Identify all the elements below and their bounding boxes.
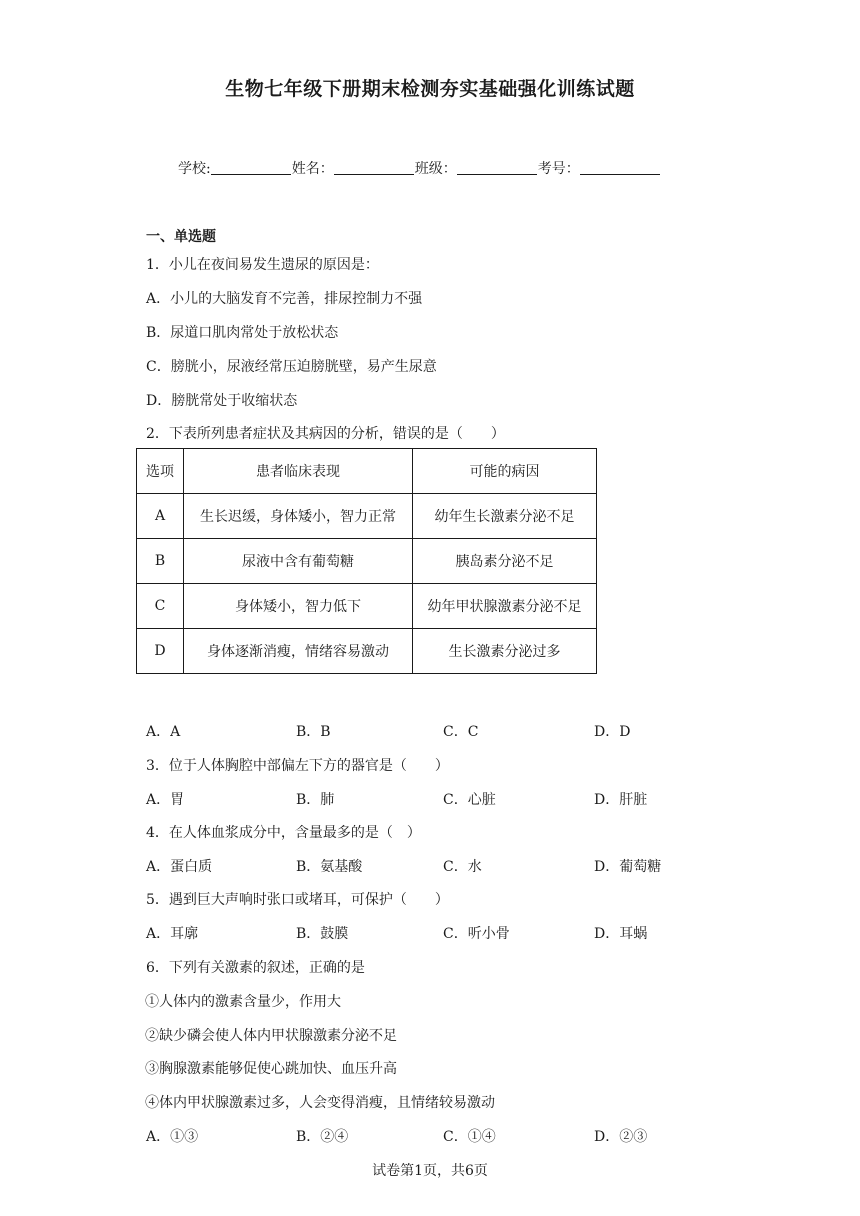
q4-options: [146, 856, 746, 876]
q4-option-a: A．蛋白质: [146, 859, 213, 875]
table-cell: 生长激素分泌过多: [413, 629, 597, 674]
table-header-cell: 选项: [137, 449, 184, 494]
q3-option-b: B．肺: [296, 792, 335, 808]
q1-option-a: A．小儿的大脑发育不完善，排尿控制力不强: [146, 291, 423, 307]
table-row: [137, 494, 597, 539]
q5-option-d: D．耳蜗: [594, 926, 648, 942]
table-row: [137, 584, 597, 629]
q2-option-c: C．C: [443, 724, 479, 740]
q2-option-a: A．A: [146, 724, 181, 740]
page-footer: 试卷第1页，共6页: [372, 1163, 488, 1179]
q6-options: [146, 1126, 746, 1146]
table-cell: 胰岛素分泌不足: [413, 539, 597, 584]
q4-option-d: D．葡萄糖: [594, 859, 662, 875]
q3-option-a: A．胃: [146, 792, 185, 808]
student-info-line: [178, 158, 661, 178]
q5-options: [146, 923, 746, 943]
exam-number-blank: [580, 160, 660, 175]
q6-option-d: D．②③: [594, 1129, 648, 1145]
name-label: 姓名：: [291, 161, 334, 177]
q5-option-b: B．鼓膜: [296, 926, 349, 942]
table-header-cell: 患者临床表现: [184, 449, 413, 494]
q4-option-c: C．水: [443, 859, 482, 875]
q6-statement-3: ③胸腺激素能够促使心跳加快、血压升高: [145, 1061, 397, 1077]
q6-statement-2: ②缺少磷会使人体内甲状腺激素分泌不足: [145, 1028, 397, 1044]
q1-option-b: B．尿道口肌肉常处于放松状态: [146, 325, 339, 341]
q5-option-a: A．耳廓: [146, 926, 199, 942]
q3-stem: 3．位于人体胸腔中部偏左下方的器官是（ ）: [146, 758, 449, 774]
table-cell: D: [137, 629, 184, 674]
table-cell: 幼年甲状腺激素分泌不足: [413, 584, 597, 629]
q5-option-c: C．听小骨: [443, 926, 510, 942]
q4-option-b: B．氨基酸: [296, 859, 363, 875]
table-cell: 身体矮小，智力低下: [184, 584, 413, 629]
table-header-row: [137, 449, 597, 494]
table-cell: 尿液中含有葡萄糖: [184, 539, 413, 584]
table-cell: 生长迟缓，身体矮小，智力正常: [184, 494, 413, 539]
q6-option-a: A．①③: [146, 1129, 199, 1145]
q6-option-c: C．①④: [443, 1129, 496, 1145]
class-blank: [457, 160, 537, 175]
q2-table: [136, 448, 597, 674]
q6-option-b: B．②④: [296, 1129, 349, 1145]
table-header-cell: 可能的病因: [413, 449, 597, 494]
table-row: [137, 539, 597, 584]
q3-options: [146, 789, 746, 809]
q2-option-b: B．B: [296, 724, 331, 740]
table-cell: 身体逐渐消瘦，情绪容易激动: [184, 629, 413, 674]
name-blank: [334, 160, 414, 175]
table-cell: C: [137, 584, 184, 629]
school-blank: [211, 160, 291, 175]
q6-stem: 6．下列有关激素的叙述，正确的是: [146, 960, 365, 976]
exam-title: 生物七年级下册期末检测夯实基础强化训练试题: [225, 78, 635, 100]
q4-stem: 4．在人体血浆成分中，含量最多的是（ ）: [146, 825, 421, 841]
q6-statement-1: ①人体内的激素含量少，作用大: [145, 994, 341, 1010]
q6-statement-4: ④体内甲状腺激素过多，人会变得消瘦，且情绪较易激动: [145, 1095, 495, 1111]
table-cell: B: [137, 539, 184, 584]
school-label: 学校:: [178, 161, 211, 177]
q2-options: [146, 721, 746, 741]
q1-stem: 1．小儿在夜间易发生遗尿的原因是：: [146, 257, 379, 273]
section-heading: 一、单选题: [146, 229, 216, 245]
q2-stem: 2．下表所列患者症状及其病因的分析，错误的是（ ）: [146, 426, 505, 442]
table-cell: 幼年生长激素分泌不足: [413, 494, 597, 539]
table-row: [137, 629, 597, 674]
table-cell: A: [137, 494, 184, 539]
class-label: 班级：: [414, 161, 457, 177]
q1-option-c: C．膀胱小，尿液经常压迫膀胱壁，易产生尿意: [146, 359, 437, 375]
q3-option-d: D．肝脏: [594, 792, 648, 808]
q2-option-d: D．D: [594, 724, 631, 740]
q5-stem: 5．遇到巨大声响时张口或堵耳，可保护（ ）: [146, 892, 449, 908]
q1-option-d: D．膀胱常处于收缩状态: [146, 393, 298, 409]
q3-option-c: C．心脏: [443, 792, 496, 808]
exam-number-label: 考号：: [537, 161, 580, 177]
